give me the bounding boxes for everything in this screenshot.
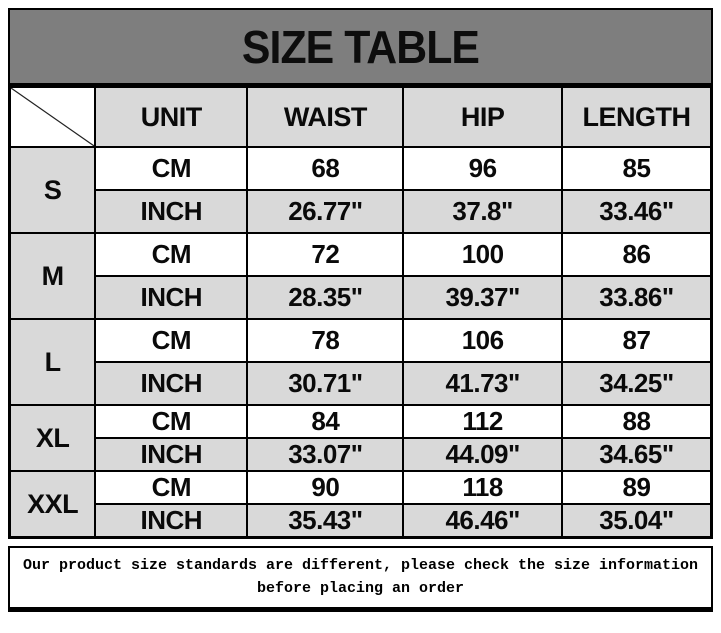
unit-cell: INCH [95, 362, 247, 405]
col-header-waist: WAIST [247, 87, 403, 148]
table-row-l-cm [10, 319, 712, 362]
value-cell: 35.04" [562, 504, 712, 538]
table-row-s-inch [10, 190, 712, 233]
header-row [10, 87, 712, 148]
table-row-m-inch [10, 276, 712, 319]
page-title: SIZE TABLE [241, 20, 480, 73]
col-header-length: LENGTH [562, 87, 712, 148]
unit-cell: INCH [95, 276, 247, 319]
value-cell: 90 [247, 471, 403, 504]
table-row-m-cm [10, 233, 712, 276]
value-cell: 35.43" [247, 504, 403, 538]
value-cell: 86 [562, 233, 712, 276]
value-cell: 26.77" [247, 190, 403, 233]
value-cell: 46.46" [403, 504, 562, 538]
value-cell: 87 [562, 319, 712, 362]
value-cell: 85 [562, 147, 712, 190]
note-text: Our product size standards are different, please check the size information before placing an order [22, 557, 699, 598]
size-label-s: S [10, 147, 96, 233]
col-header-unit: UNIT [95, 87, 247, 148]
value-cell: 112 [403, 405, 562, 438]
value-cell: 84 [247, 405, 403, 438]
title-bar [8, 8, 713, 85]
value-cell: 28.35" [247, 276, 403, 319]
unit-cell: CM [95, 233, 247, 276]
value-cell: 68 [247, 147, 403, 190]
value-cell: 33.86" [562, 276, 712, 319]
value-cell: 88 [562, 405, 712, 438]
value-cell: 96 [403, 147, 562, 190]
unit-cell: CM [95, 405, 247, 438]
corner-cell [10, 87, 96, 148]
value-cell: 33.07" [247, 438, 403, 471]
diagonal-line-icon [11, 88, 94, 146]
value-cell: 89 [562, 471, 712, 504]
value-cell: 118 [403, 471, 562, 504]
unit-cell: INCH [95, 190, 247, 233]
value-cell: 33.46" [562, 190, 712, 233]
value-cell: 34.25" [562, 362, 712, 405]
table-row-xl-inch [10, 438, 712, 471]
size-label-m: M [10, 233, 96, 319]
size-label-xl: XL [10, 405, 96, 471]
unit-cell: INCH [95, 504, 247, 538]
value-cell: 30.71" [247, 362, 403, 405]
value-cell: 37.8" [403, 190, 562, 233]
note-box [8, 546, 713, 612]
unit-cell: INCH [95, 438, 247, 471]
table-row-l-inch [10, 362, 712, 405]
size-label-l: L [10, 319, 96, 405]
table-row-xxl-cm [10, 471, 712, 504]
table-row-s-cm [10, 147, 712, 190]
value-cell: 44.09" [403, 438, 562, 471]
table-row-xl-cm [10, 405, 712, 438]
size-label-xxl: XXL [10, 471, 96, 538]
unit-cell: CM [95, 471, 247, 504]
value-cell: 106 [403, 319, 562, 362]
value-cell: 100 [403, 233, 562, 276]
unit-cell: CM [95, 147, 247, 190]
value-cell: 72 [247, 233, 403, 276]
col-header-hip: HIP [403, 87, 562, 148]
value-cell: 34.65" [562, 438, 712, 471]
size-chart [8, 8, 713, 612]
value-cell: 78 [247, 319, 403, 362]
value-cell: 41.73" [403, 362, 562, 405]
value-cell: 39.37" [403, 276, 562, 319]
unit-cell: CM [95, 319, 247, 362]
table-row-xxl-inch [10, 504, 712, 538]
size-table [8, 85, 713, 539]
